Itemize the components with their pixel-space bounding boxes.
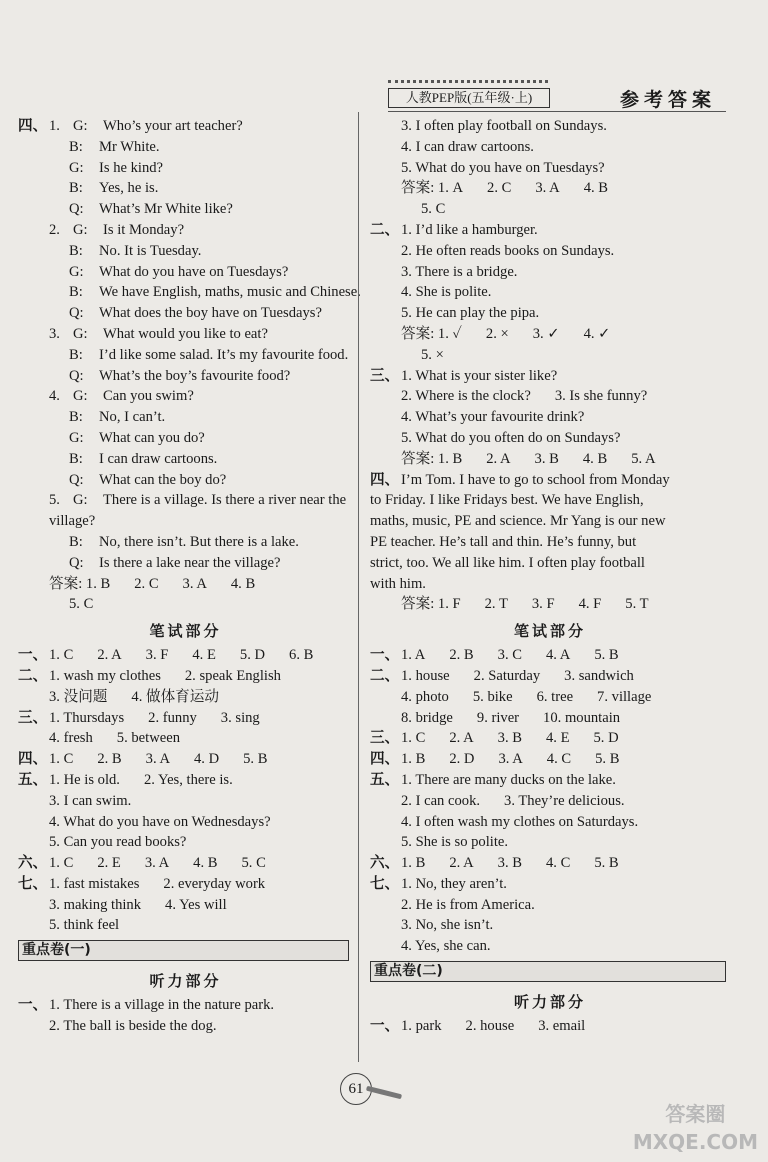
line-text: I’m Tom. I have to go to school from Monday bbox=[401, 471, 670, 488]
answer-cell: 4. E bbox=[545, 730, 570, 747]
item-number: 3. bbox=[49, 325, 60, 342]
answer-cell: 5. B bbox=[595, 751, 620, 768]
answer-cell: 5. C bbox=[241, 855, 266, 872]
answer-cell: 5. C bbox=[421, 201, 446, 218]
answer-line bbox=[370, 386, 730, 407]
answer-cell: 5. B bbox=[243, 751, 268, 768]
answer-line bbox=[18, 241, 353, 262]
line-text: 1. I’d like a hamburger. bbox=[401, 221, 538, 238]
answer-line bbox=[18, 895, 353, 916]
answer-line bbox=[370, 791, 730, 812]
answer-cell: 3. F bbox=[145, 647, 169, 664]
paper-title-box: 重点卷(二) bbox=[370, 961, 726, 982]
section-marker: 三、 bbox=[370, 367, 400, 384]
line-text: 2. He is from America. bbox=[401, 896, 535, 913]
answer-cell: 3. They’re delicious. bbox=[504, 792, 625, 809]
answer-cell: 6. tree bbox=[536, 688, 574, 705]
answer-line bbox=[370, 303, 730, 324]
answer-line bbox=[18, 199, 353, 220]
section-marker: 四、 bbox=[370, 471, 400, 488]
answer-line bbox=[18, 770, 353, 791]
answer-cell: 5. bike bbox=[472, 688, 513, 705]
answer-line bbox=[18, 687, 353, 708]
answer-cell: 2. T bbox=[484, 596, 508, 613]
line-text: 4. I often wash my clothes on Saturdays. bbox=[401, 813, 639, 830]
line-text: 1. What is your sister like? bbox=[401, 367, 558, 384]
answer-cell: 2. C bbox=[487, 180, 512, 197]
line-text: to Friday. I like Fridays best. We have English, bbox=[370, 492, 644, 509]
line-text: 1. No, they aren’t. bbox=[401, 875, 507, 892]
answer-line bbox=[18, 470, 353, 491]
section-marker: 一、 bbox=[370, 1018, 400, 1035]
answer-line bbox=[370, 428, 730, 449]
speaker-label: Q: bbox=[69, 554, 84, 571]
answer-line bbox=[18, 220, 353, 241]
answer-line bbox=[370, 511, 730, 532]
answer-line bbox=[18, 553, 353, 574]
line-text: 3. I often play football on Sundays. bbox=[401, 118, 607, 134]
speaker-label: B: bbox=[69, 450, 83, 467]
line-text: strict, too. We all like him. I often play football bbox=[370, 554, 645, 571]
answer-line bbox=[370, 936, 730, 957]
answer-line bbox=[18, 324, 353, 345]
speaker-label: B: bbox=[69, 180, 83, 197]
answer-line bbox=[18, 178, 353, 199]
line-text: 5. She is so polite. bbox=[401, 834, 509, 851]
speaker-label: G: bbox=[73, 325, 88, 342]
answer-cell: 答案: 1. B bbox=[49, 575, 111, 592]
answer-cell: 2. B bbox=[449, 647, 474, 664]
answer-line bbox=[18, 366, 353, 387]
answer-cell: 4. E bbox=[192, 647, 216, 664]
line-text: There is a village. Is there a river near the bbox=[103, 492, 347, 509]
answer-cell: 3. B bbox=[497, 730, 522, 747]
answer-cell: 答案: 1. F bbox=[401, 596, 461, 613]
section-marker: 五、 bbox=[18, 771, 48, 788]
answer-cell: 2. A bbox=[449, 730, 474, 747]
answer-line bbox=[18, 708, 353, 729]
line-text: No, I can’t. bbox=[99, 409, 166, 426]
line-text: What’s Mr White like? bbox=[99, 201, 233, 218]
answer-line bbox=[370, 915, 730, 936]
paper-title-box: 重点卷(一) bbox=[18, 940, 349, 961]
answer-cell: 4. C bbox=[545, 855, 571, 872]
line-text: Mr White. bbox=[99, 138, 160, 155]
speaker-label: B: bbox=[69, 346, 83, 363]
line-text: What’s the boy’s favourite food? bbox=[99, 367, 291, 384]
answer-line bbox=[18, 116, 353, 137]
answer-cell: 3. sing bbox=[220, 709, 260, 726]
answer-cell: 5. × bbox=[421, 346, 444, 363]
speaker-label: G: bbox=[69, 263, 84, 280]
answer-cell: 5. T bbox=[625, 596, 649, 613]
line-text: maths, music, PE and science. Mr Yang is our new bbox=[370, 513, 666, 530]
line-text: 1. There are many ducks on the lake. bbox=[401, 771, 616, 788]
answer-line bbox=[370, 770, 730, 791]
line-text: PE teacher. He’s tall and thin. He’s funny, but bbox=[370, 533, 637, 550]
answer-line bbox=[18, 532, 353, 553]
answer-line bbox=[370, 874, 730, 895]
answer-line bbox=[370, 1016, 730, 1037]
answer-cell: 4. 做体育运动 bbox=[131, 688, 219, 705]
speaker-label: B: bbox=[69, 533, 83, 550]
answer-cell: 1. fast mistakes bbox=[49, 875, 140, 892]
answer-line bbox=[370, 594, 730, 615]
page-title: 参考答案 bbox=[619, 89, 716, 111]
line-text: 3. No, she isn’t. bbox=[401, 917, 494, 934]
answer-line bbox=[370, 262, 730, 283]
line-text: 4. I can draw cartoons. bbox=[401, 138, 534, 155]
answer-line bbox=[370, 532, 730, 553]
answer-line bbox=[18, 874, 353, 895]
line-text: Is he kind? bbox=[99, 159, 164, 176]
answer-line bbox=[370, 241, 730, 262]
right-column bbox=[370, 116, 730, 1037]
answer-cell: 7. village bbox=[597, 688, 652, 705]
line-text: What does the boy have on Tuesdays? bbox=[99, 305, 322, 322]
answer-cell: 2. funny bbox=[148, 709, 197, 726]
answer-cell: 2. Where is the clock? bbox=[401, 388, 531, 405]
answer-cell: 答案: 1. A bbox=[401, 180, 464, 197]
answer-cell: 5. think feel bbox=[49, 917, 120, 934]
line-text: Who’s your art teacher? bbox=[103, 118, 243, 134]
answer-cell: 1. Thursdays bbox=[49, 709, 125, 726]
line-text: with him. bbox=[370, 575, 426, 592]
dotted-rule bbox=[388, 80, 548, 83]
answer-cell: 4. photo bbox=[401, 688, 449, 705]
answer-line bbox=[370, 178, 730, 199]
section-marker: 七、 bbox=[18, 875, 48, 892]
line-text: 3. I can swim. bbox=[49, 792, 132, 809]
section-marker: 二、 bbox=[370, 667, 400, 684]
line-text: 5. What do you often do on Sundays? bbox=[401, 429, 621, 446]
answer-line bbox=[370, 895, 730, 916]
section-marker: 一、 bbox=[18, 997, 48, 1014]
speaker-label: B: bbox=[69, 242, 83, 259]
answer-cell: 1. C bbox=[49, 751, 74, 768]
section-marker: 七、 bbox=[370, 875, 400, 892]
answer-cell: 3. A bbox=[144, 855, 170, 872]
answer-cell: 3. A bbox=[535, 180, 560, 197]
answer-cell: 3. sandwich bbox=[564, 667, 634, 684]
item-number: 5. bbox=[49, 492, 60, 509]
answer-line bbox=[18, 574, 353, 595]
answer-line bbox=[370, 490, 730, 511]
section-marker: 四、 bbox=[18, 118, 48, 134]
answer-cell: 3. ✓ bbox=[532, 325, 560, 342]
column-divider bbox=[358, 112, 359, 1062]
answer-cell: 1. He is old. bbox=[49, 771, 120, 788]
answer-line bbox=[370, 687, 730, 708]
answer-line bbox=[18, 791, 353, 812]
answer-cell: 5. C bbox=[69, 596, 94, 613]
answer-cell: 答案: 1. ✓ bbox=[401, 325, 462, 342]
section-marker: 六、 bbox=[18, 855, 48, 872]
speaker-label: G: bbox=[73, 118, 88, 134]
answer-line bbox=[370, 449, 730, 470]
answer-cell: 2. C bbox=[134, 575, 159, 592]
speaker-label: G: bbox=[69, 159, 84, 176]
answer-cell: 3. 没问题 bbox=[49, 688, 108, 705]
answer-cell: 3. email bbox=[538, 1018, 586, 1035]
answer-cell: 1. C bbox=[49, 647, 74, 664]
line-text: 1. There is a village in the nature park. bbox=[49, 997, 275, 1014]
speaker-label: Q: bbox=[69, 367, 84, 384]
section-heading: 笔试部分 bbox=[513, 622, 586, 641]
line-text: What would you like to eat? bbox=[103, 325, 268, 342]
answer-line bbox=[18, 812, 353, 833]
answer-cell: 1. B bbox=[401, 751, 426, 768]
line-text: Is it Monday? bbox=[103, 221, 185, 238]
answer-line bbox=[370, 220, 730, 241]
answer-line bbox=[370, 116, 730, 137]
line-text: 5. What do you have on Tuesdays? bbox=[401, 159, 605, 176]
answer-line bbox=[18, 137, 353, 158]
answer-cell: 1. park bbox=[401, 1018, 442, 1035]
section-heading: 听力部分 bbox=[513, 993, 586, 1012]
line-text: We have English, maths, music and Chinese. bbox=[99, 284, 361, 301]
answer-cell: 2. B bbox=[97, 751, 122, 768]
answer-cell: 6. B bbox=[289, 647, 314, 664]
line-text: No. It is Tuesday. bbox=[99, 242, 202, 259]
answer-line bbox=[18, 645, 353, 666]
line-text: I can draw cartoons. bbox=[99, 450, 218, 467]
answer-cell: 2. I can cook. bbox=[401, 792, 481, 809]
answer-cell: 2. E bbox=[97, 855, 121, 872]
left-column bbox=[18, 116, 361, 1037]
answer-cell: 3. A bbox=[498, 751, 523, 768]
speaker-label: G: bbox=[69, 429, 84, 446]
item-number: 4. bbox=[49, 388, 60, 405]
answer-line bbox=[370, 366, 730, 387]
line-text: Can you swim? bbox=[103, 388, 194, 405]
speaker-label: Q: bbox=[69, 471, 84, 488]
speaker-label: B: bbox=[69, 409, 83, 426]
line-text: 3. There is a bridge. bbox=[401, 263, 518, 280]
answer-cell: 5. B bbox=[594, 647, 619, 664]
answer-line bbox=[370, 158, 730, 179]
answer-cell: 9. river bbox=[476, 709, 520, 726]
answer-cell: 4. B bbox=[193, 855, 218, 872]
answer-cell: 2. × bbox=[485, 325, 509, 342]
item-number: 1. bbox=[49, 118, 60, 134]
section-marker: 二、 bbox=[370, 221, 400, 238]
answer-cell: 答案: 1. B bbox=[401, 450, 463, 467]
answer-line bbox=[370, 832, 730, 853]
answer-cell: 4. fresh bbox=[49, 730, 93, 747]
answer-line bbox=[370, 728, 730, 749]
line-text: No, there isn’t. But there is a lake. bbox=[99, 533, 299, 550]
watermark-url: MXQE.COM bbox=[632, 1130, 758, 1154]
answer-cell: 2. A bbox=[449, 855, 474, 872]
speaker-label: G: bbox=[73, 221, 88, 238]
section-marker: 四、 bbox=[370, 751, 400, 768]
answer-cell: 2. Saturday bbox=[473, 667, 541, 684]
answer-cell: 4. C bbox=[546, 751, 572, 768]
speaker-label: Q: bbox=[69, 201, 84, 218]
answer-line bbox=[370, 853, 730, 874]
answer-cell: 4. F bbox=[578, 596, 602, 613]
answer-cell: 1. house bbox=[401, 667, 450, 684]
answer-line bbox=[18, 262, 353, 283]
answer-line bbox=[370, 324, 730, 345]
line-text: 4. What do you have on Wednesdays? bbox=[49, 813, 271, 830]
answer-line bbox=[18, 995, 353, 1016]
answer-cell: 3. A bbox=[145, 751, 170, 768]
section-marker: 三、 bbox=[18, 709, 48, 726]
answer-cell: 4. B bbox=[582, 450, 608, 467]
page-header bbox=[388, 80, 726, 110]
answer-cell: 3. B bbox=[497, 855, 522, 872]
answer-line bbox=[18, 832, 353, 853]
answer-cell: 3. C bbox=[497, 647, 522, 664]
edition-label: 人教PEP版(五年级·上) bbox=[388, 88, 550, 108]
answer-cell: 8. bridge bbox=[401, 709, 453, 726]
answer-line bbox=[18, 1016, 353, 1037]
answer-line bbox=[370, 749, 730, 770]
answer-line bbox=[370, 812, 730, 833]
answer-cell: 4. B bbox=[230, 575, 256, 592]
answer-cell: 4. B bbox=[583, 180, 609, 197]
answer-cell: 5. D bbox=[239, 647, 266, 664]
header-rule bbox=[388, 111, 726, 112]
answer-line bbox=[18, 407, 353, 428]
line-text: I’d like some salad. It’s my favourite food. bbox=[99, 346, 349, 363]
line-text: What can the boy do? bbox=[99, 471, 227, 488]
answer-line bbox=[18, 749, 353, 770]
line-text: Is there a lake near the village? bbox=[99, 554, 281, 571]
speaker-label: B: bbox=[69, 138, 83, 155]
answer-line bbox=[370, 282, 730, 303]
line-text: 5. He can play the pipa. bbox=[401, 305, 540, 322]
answer-line bbox=[18, 303, 353, 324]
answer-line bbox=[18, 853, 353, 874]
answer-cell: 2. Yes, there is. bbox=[143, 771, 233, 788]
section-marker: 一、 bbox=[370, 647, 400, 664]
answer-line bbox=[18, 666, 353, 687]
answer-cell: 3. making think bbox=[49, 896, 142, 913]
answer-line bbox=[18, 449, 353, 470]
item-number: 2. bbox=[49, 221, 60, 238]
answer-cell: 2. everyday work bbox=[163, 875, 266, 892]
answer-line bbox=[370, 666, 730, 687]
answer-cell: 1. A bbox=[401, 647, 426, 664]
speaker-label: G: bbox=[73, 492, 88, 509]
answer-cell: 2. house bbox=[465, 1018, 515, 1035]
answer-line bbox=[370, 645, 730, 666]
answer-cell: 5. B bbox=[594, 855, 619, 872]
page-number: 61 bbox=[340, 1073, 372, 1105]
answer-line bbox=[18, 158, 353, 179]
line-text: 2. The ball is beside the dog. bbox=[49, 1018, 217, 1035]
answer-line bbox=[370, 470, 730, 491]
answer-cell: 1. C bbox=[401, 730, 426, 747]
answer-line bbox=[370, 553, 730, 574]
answer-line bbox=[18, 345, 353, 366]
line-text: 4. What’s your favourite drink? bbox=[401, 409, 585, 426]
line-text: 4. She is polite. bbox=[401, 284, 492, 301]
answer-cell: 1. wash my clothes bbox=[49, 667, 161, 684]
line-text: What do you have on Tuesdays? bbox=[99, 263, 289, 280]
line-text: village? bbox=[49, 513, 96, 530]
answer-cell: 3. Is she funny? bbox=[554, 388, 648, 405]
section-heading: 笔试部分 bbox=[149, 622, 222, 641]
answer-cell: 2. speak English bbox=[184, 667, 281, 684]
answer-cell: 4. Yes will bbox=[165, 896, 227, 913]
answer-line bbox=[18, 511, 353, 532]
line-text: What can you do? bbox=[99, 429, 205, 446]
answer-cell: 5. between bbox=[116, 730, 180, 747]
line-text: 4. Yes, she can. bbox=[401, 938, 491, 955]
section-marker: 四、 bbox=[18, 751, 48, 768]
answer-line bbox=[18, 490, 353, 511]
answer-cell: 2. D bbox=[449, 751, 475, 768]
answer-cell: 4. A bbox=[545, 647, 571, 664]
answer-line bbox=[370, 137, 730, 158]
answer-line bbox=[370, 407, 730, 428]
answer-line bbox=[18, 386, 353, 407]
answer-cell: 2. A bbox=[486, 450, 511, 467]
answer-cell: 3. A bbox=[182, 575, 207, 592]
answer-cell: 1. C bbox=[49, 855, 74, 872]
answer-cell: 3. F bbox=[531, 596, 555, 613]
line-text: 2. He often reads books on Sundays. bbox=[401, 242, 615, 259]
line-text: 5. Can you read books? bbox=[49, 834, 187, 851]
speaker-label: B: bbox=[69, 284, 83, 301]
section-marker: 一、 bbox=[18, 647, 48, 664]
answer-line bbox=[18, 728, 353, 749]
answer-line bbox=[18, 594, 353, 615]
answer-cell: 5. D bbox=[593, 730, 619, 747]
speaker-label: G: bbox=[73, 388, 88, 405]
answer-line bbox=[18, 915, 353, 936]
watermark-logo bbox=[633, 1100, 758, 1156]
section-marker: 六、 bbox=[370, 855, 400, 872]
watermark-text: 答案圈 bbox=[665, 1102, 726, 1126]
answer-cell: 10. mountain bbox=[543, 709, 621, 726]
answer-line bbox=[370, 345, 730, 366]
answer-cell: 2. A bbox=[97, 647, 122, 664]
section-marker: 五、 bbox=[370, 771, 400, 788]
section-heading: 听力部分 bbox=[149, 972, 222, 991]
answer-cell: 3. B bbox=[534, 450, 559, 467]
answer-line bbox=[370, 574, 730, 595]
answer-cell: 5. A bbox=[631, 450, 656, 467]
section-marker: 三、 bbox=[370, 730, 400, 747]
answer-line bbox=[18, 428, 353, 449]
line-text: Yes, he is. bbox=[99, 180, 159, 197]
answer-line bbox=[370, 199, 730, 220]
answer-cell: 4. ✓ bbox=[583, 325, 611, 342]
section-marker: 二、 bbox=[18, 667, 48, 684]
speaker-label: Q: bbox=[69, 305, 84, 322]
answer-line bbox=[370, 708, 730, 729]
answer-cell: 1. B bbox=[401, 855, 426, 872]
answer-line bbox=[18, 282, 361, 303]
answer-cell: 4. D bbox=[193, 751, 220, 768]
